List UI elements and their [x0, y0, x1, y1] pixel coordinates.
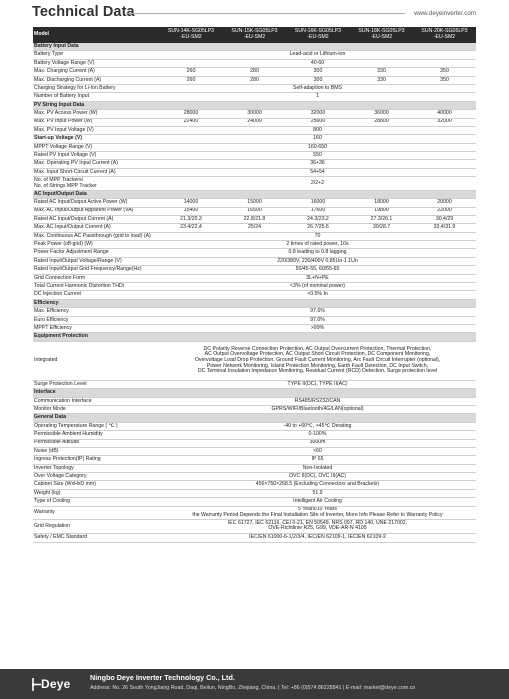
table-row [33, 291, 476, 299]
model-name-line: SUN-15K-SG05LP3 [231, 28, 278, 35]
spec-value: 2/2+2 [159, 177, 476, 191]
table-row [33, 177, 476, 191]
spec-value: 22400 [159, 118, 223, 126]
model-name [350, 27, 413, 43]
spec-value: 15400 [159, 207, 223, 215]
spec-label: Max. PV Access Power (W) [33, 110, 159, 118]
spec-label: Type of Cooling [33, 498, 159, 506]
model-label: Model [33, 27, 159, 43]
website-url[interactable]: www.deyeinverter.com [414, 10, 476, 17]
spec-label: Warranty [33, 506, 159, 519]
section-title: Battery Input Data [33, 43, 476, 51]
spec-value: 260 [159, 68, 223, 76]
table-row [33, 489, 476, 497]
table-header-row [33, 27, 476, 43]
spec-label: Max. Efficiency [33, 308, 159, 316]
spec-value: 17600 [286, 207, 350, 215]
spec-label: Max. Input Short-Circuit Current (A) [33, 168, 159, 176]
spec-value: 24.3/23.2 [286, 215, 350, 223]
spec-label: Rated AC Input/Output Current (A) [33, 215, 159, 223]
spec-label: MPPT Efficiency [33, 325, 159, 333]
spec-label: Surge Protection Level [33, 380, 159, 388]
table-row [33, 481, 476, 489]
table-row [33, 118, 476, 126]
spec-label: Max. PV Input Power (W) [33, 118, 159, 126]
spec-value: -40 to +60℃, >45℃ Derating [159, 422, 476, 430]
table-row [33, 506, 476, 519]
model-name [286, 27, 350, 43]
table-row [33, 397, 476, 405]
spec-label: Max. Continuous AC Passthrough (grid to load) (A) [33, 232, 159, 240]
table-row [33, 126, 476, 134]
table-row [33, 274, 476, 282]
spec-value: 260 [159, 76, 223, 84]
spec-label: Inverter Topology [33, 464, 159, 472]
spec-label: Operating Temperature Range ( ℃ ) [33, 422, 159, 430]
spec-label-line: No. of MPP Trackers/ [34, 176, 84, 183]
spec-value: 70 [159, 232, 476, 240]
table-row [33, 498, 476, 506]
spec-label: Battery Voltage Range (V) [33, 59, 159, 67]
spec-value: 40-60 [159, 59, 476, 67]
spec-label: Grid Connection Form [33, 274, 159, 282]
spec-value: 3000m [159, 439, 476, 447]
spec-value: 40000 [413, 110, 476, 118]
spec-value: 800 [159, 126, 476, 134]
spec-value: <0.5% In [159, 291, 476, 299]
spec-value: 32000 [286, 110, 350, 118]
spec-value [159, 519, 476, 534]
spec-value: 1 [159, 93, 476, 101]
section-header [33, 414, 476, 422]
table-row [33, 439, 476, 447]
deye-logo-icon [32, 678, 41, 691]
table-row [33, 464, 476, 472]
spec-label: Grid Regulation [33, 519, 159, 534]
spec-value: 22.8/21.8 [223, 215, 286, 223]
spec-label: Max. Operating PV Input Current (A) [33, 160, 159, 168]
model-name-line: SUN-18K-SG05LP3 [358, 28, 405, 35]
page-header [0, 0, 509, 22]
deye-logo [32, 676, 72, 692]
spec-value [159, 506, 476, 519]
table-row [33, 168, 476, 176]
section-title: Interface [33, 389, 476, 397]
model-name-line: -EU-SM2 [307, 34, 329, 40]
section-title: General Data [33, 414, 476, 422]
spec-value: 160 [159, 135, 476, 143]
spec-value-line: the Warranty Period Depends the Final Installation Site of Inverter, More Info Please Refer to Warranty Policy [192, 511, 443, 518]
model-name-line: -EU-SM2 [180, 34, 202, 40]
spec-label-line: No. of Strings MPP Tracker [34, 182, 97, 189]
spec-label: Integrated [33, 341, 159, 380]
table-row [33, 241, 476, 249]
spec-value: 54+54 [159, 168, 476, 176]
model-name-line: -EU-SM2 [433, 34, 456, 40]
spec-value: OVC II(DC), OVC III(AC) [159, 473, 476, 481]
spec-value-line: DC Polarity Reverse Connection Protection, AC Output Overcurrent Protection, Thermal Protection, [203, 345, 432, 352]
spec-label: Charging Strategy for Li-Ion Battery [33, 84, 159, 92]
spec-label: Over Voltage Category [33, 473, 159, 481]
section-title: AC Input/Output Data [33, 190, 476, 198]
model-name-line: -EU-SM2 [243, 34, 266, 40]
table-row [33, 473, 476, 481]
page-title: Technical Data [32, 4, 135, 20]
table-row [33, 380, 476, 388]
spec-value: 18000 [350, 199, 413, 207]
model-name [223, 27, 286, 43]
spec-label: Euro Efficiency [33, 316, 159, 324]
spec-value: 20000 [413, 199, 476, 207]
spec-value: 19800 [350, 207, 413, 215]
spec-value: 280 [223, 76, 286, 84]
spec-label: Max. Charging Current (A) [33, 68, 159, 76]
spec-value: 0.8 leading to 0.8 lagging [159, 249, 476, 257]
table-row [33, 422, 476, 430]
table-row [33, 266, 476, 274]
spec-value: 160-650 [159, 143, 476, 151]
spec-label: Rated Input/Output Grid Frequency/Range(Hz) [33, 266, 159, 274]
section-header [33, 389, 476, 397]
spec-label: Safety / EMC Standard [33, 534, 159, 542]
spec-value: 30.4/29 [413, 215, 476, 223]
company-name: Ningbo Deye Inverter Technology Co., Ltd. [90, 673, 235, 682]
model-name-line: SUN-14K-SG05LP3 [167, 28, 215, 35]
spec-value: 14000 [159, 199, 223, 207]
model-name [159, 27, 223, 43]
table-row [33, 431, 476, 439]
spec-label: Power Factor Adjustment Range [33, 249, 159, 257]
spec-value: 36000 [350, 110, 413, 118]
spec-value: 330 [350, 68, 413, 76]
table-row [33, 224, 476, 232]
spec-label: Communication Interface [33, 397, 159, 405]
spec-value: 28800 [350, 118, 413, 126]
company-address: Address: No. 26 South YongJiang Road, Daqi, Beilun, NingBo, Zhejiang, China. | Tel: +86 (0)574 86228841 | E-mail: market@deye.com.cn [90, 685, 416, 691]
section-title: Equipment Protection [33, 333, 476, 341]
spec-label: Ingress Protection(IP) Rating [33, 456, 159, 464]
spec-label: Max. AC Input/Output Apparent Power (VA) [33, 207, 159, 215]
spec-value: <3% (of nominal power) [159, 283, 476, 291]
page-footer [0, 669, 509, 699]
spec-label: MPPT Voltage Range (V) [33, 143, 159, 151]
spec-value: IP 65 [159, 456, 476, 464]
spec-value: 30/28.7 [350, 224, 413, 232]
spec-value: >99% [159, 325, 476, 333]
spec-value: 97.0% [159, 316, 476, 324]
spec-value: 25600 [286, 118, 350, 126]
spec-label: Rated Input/Output Voltage/Range (V) [33, 257, 159, 265]
section-title: PV String Input Data [33, 101, 476, 109]
table-row [33, 456, 476, 464]
model-name-line: SUN-16K-SG05LP3 [294, 28, 342, 35]
spec-label: Noise (dB) [33, 447, 159, 455]
section-title: Efficiency [33, 299, 476, 307]
section-header [33, 43, 476, 51]
spec-value: 22000 [413, 207, 476, 215]
spec-label: Peak Power (off-grid) (W) [33, 241, 159, 249]
spec-value: 33.4/31.9 [413, 224, 476, 232]
spec-value-line: 5 Years/10 Years [298, 506, 337, 513]
spec-label: Permissible Altitude [33, 439, 159, 447]
spec-value: 350 [413, 76, 476, 84]
model-name [413, 27, 476, 43]
spec-value-line: OVE-Richtlinie R25, G99, VDE-AR-N 4105 [268, 525, 367, 532]
spec-value: 28000 [159, 110, 223, 118]
spec-label: Start-up Voltage (V) [33, 135, 159, 143]
table-row [33, 519, 476, 534]
spec-label: Max. Discharging Current (A) [33, 76, 159, 84]
table-row [33, 341, 476, 380]
spec-label: Rated AC Input/Output Active Power (W) [33, 199, 159, 207]
table-row [33, 152, 476, 160]
table-row [33, 76, 476, 84]
spec-value: RS485/RS232/CAN [159, 397, 476, 405]
spec-value: 3L+N+PE [159, 274, 476, 282]
spec-value: GPRS/WIFI/Bluetooth/4G/LAN(optional) [159, 405, 476, 413]
spec-value: 300 [286, 68, 350, 76]
table-row [33, 143, 476, 151]
spec-value: <60 [159, 447, 476, 455]
spec-value: 23.4/22.4 [159, 224, 223, 232]
spec-value-line: AC Output Overvoltage Protection, AC Output Short Circuit Protection, DC Component Monitoring, [204, 351, 431, 358]
section-header [33, 101, 476, 109]
spec-label: Battery Type [33, 51, 159, 59]
section-header [33, 190, 476, 198]
table-row [33, 199, 476, 207]
table-row [33, 135, 476, 143]
spec-value: 50/45-55, 60/55-65 [159, 266, 476, 274]
spec-table [33, 27, 476, 543]
spec-value: 36+36 [159, 160, 476, 168]
table-row [33, 51, 476, 59]
spec-value: 30000 [223, 110, 286, 118]
spec-value-line: Power Network Monitoring, Island Protection Monitoring, Earth Fault Detection, DC Input Switch, [206, 362, 429, 369]
section-header [33, 299, 476, 307]
table-row [33, 405, 476, 413]
table-row [33, 325, 476, 333]
spec-value: 27.3/26.1 [350, 215, 413, 223]
table-row [33, 110, 476, 118]
spec-value: 350 [413, 68, 476, 76]
table-row [33, 207, 476, 215]
spec-value: 220/380V, 230/400V 0.85Un-1.1Un [159, 257, 476, 265]
spec-label: DC Injection Current [33, 291, 159, 299]
spec-value: Lead-acid or Lithium-ion [159, 51, 476, 59]
table-row [33, 93, 476, 101]
spec-value: Self-adaption to BMS [159, 84, 476, 92]
spec-value: 2 times of rated power, 10s [159, 241, 476, 249]
spec-value: 32000 [413, 118, 476, 126]
spec-value: IEC/EN 61000-6-1/2/3/4, IEC/EN 62109-1, IEC/EN 62109-2 [159, 534, 476, 542]
spec-value: 25/24 [223, 224, 286, 232]
spec-value [159, 341, 476, 380]
spec-value: 97.6% [159, 308, 476, 316]
model-name-line: SUN-20K-SG05LP3 [421, 28, 468, 35]
table-row [33, 215, 476, 223]
spec-value-line: Overvoltage Load Drop Protection, Ground Fault Current Monitoring, Arc Fault Circuit Interrupter (optional), [194, 356, 441, 363]
spec-value: 300 [286, 76, 350, 84]
table-row [33, 447, 476, 455]
spec-value: 15000 [223, 199, 286, 207]
spec-value: 550 [159, 152, 476, 160]
table-row [33, 59, 476, 67]
table-row [33, 160, 476, 168]
spec-label: Total Current Harmonic Distortion THDi [33, 283, 159, 291]
table-row [33, 308, 476, 316]
model-name-line: -EU-SM2 [370, 34, 393, 40]
table-row [33, 232, 476, 240]
spec-label: Max. PV Input Voltage (V) [33, 126, 159, 134]
table-row [33, 249, 476, 257]
spec-label: Number of Battery Input [33, 93, 159, 101]
spec-label: Monitor Mode [33, 405, 159, 413]
spec-value: Intelligent Air Cooling [159, 498, 476, 506]
table-row [33, 68, 476, 76]
spec-value: Non-Isolated [159, 464, 476, 472]
table-row [33, 283, 476, 291]
spec-label [33, 177, 159, 191]
spec-value: 280 [223, 68, 286, 76]
table-row [33, 316, 476, 324]
spec-value: 51.9 [159, 489, 476, 497]
spec-label: Max. AC Input/Output Current (A) [33, 224, 159, 232]
spec-value: 16000 [286, 199, 350, 207]
spec-value-line: DC Terminal Insulation Impedance Monitoring, Residual Current (RCD) Detection, Surge protection level [197, 368, 438, 375]
section-header [33, 333, 476, 341]
spec-value: 21.3/20.3 [159, 215, 223, 223]
spec-value: 0-100% [159, 431, 476, 439]
table-row [33, 257, 476, 265]
table-row [33, 84, 476, 92]
spec-label: Weight (kg) [33, 489, 159, 497]
logo-text: Deye [41, 677, 71, 691]
spec-value: 16500 [223, 207, 286, 215]
spec-value: 24000 [223, 118, 286, 126]
spec-label: Permissible Ambient Humidity [33, 431, 159, 439]
spec-value: 26.7/25.6 [286, 224, 350, 232]
spec-label: Rated PV Input Voltage (V) [33, 152, 159, 160]
spec-label: Cabinet Size (WxHxD mm) [33, 481, 159, 489]
spec-value-line: IEC 61727, IEC 62116, CEI 0-21, EN 50549, NRS 097, RD 140, UNE 217002, [227, 519, 408, 526]
spec-value: 330 [350, 76, 413, 84]
spec-value: 456×750×268.5 (Excluding Connectors and Brackets) [159, 481, 476, 489]
table-row [33, 534, 476, 542]
spec-value: TYPE II(DC), TYPE II(AC) [159, 380, 476, 388]
header-rule [126, 13, 405, 14]
